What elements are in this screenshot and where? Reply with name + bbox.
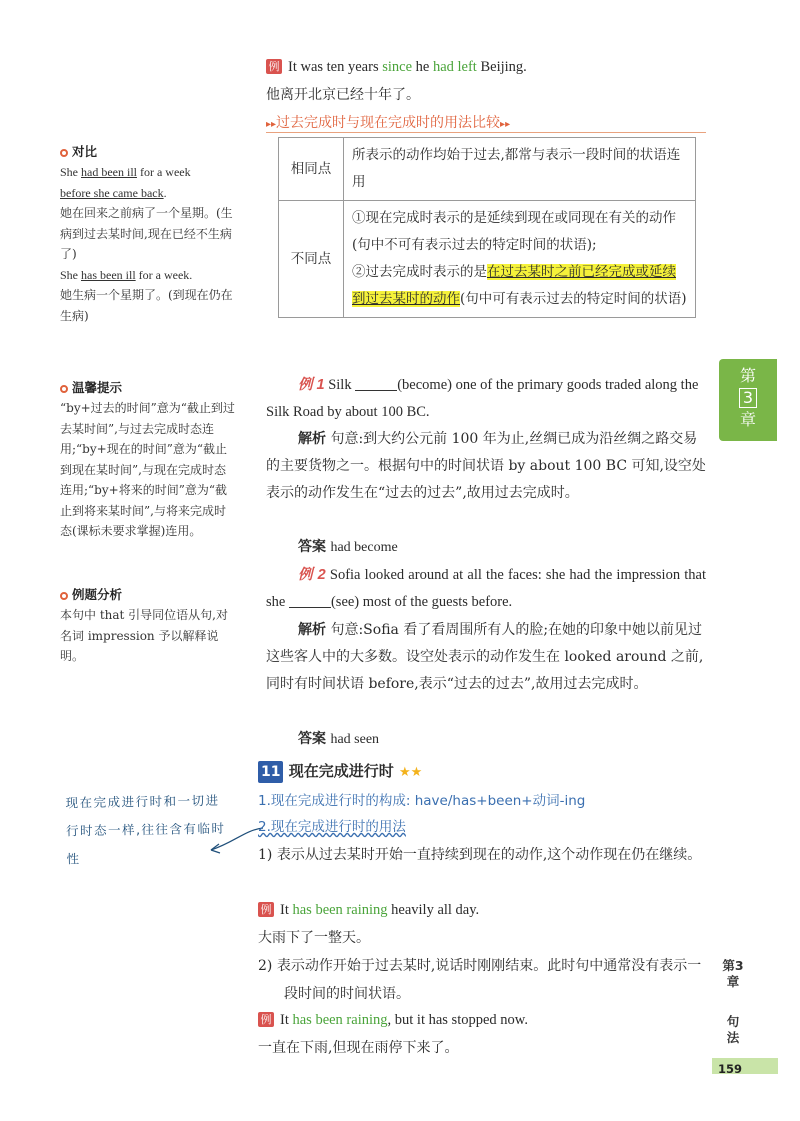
example-1: 例 1 Silk (become) one of the primary goods traded along the Silk Road by about 100 BC. [266, 377, 699, 420]
example-translation-1: 他离开北京已经十年了。 [266, 87, 420, 103]
usage-1-translation: 大雨下了一整天。 [258, 930, 370, 946]
example-2-analysis: 解析 句意:Sofia 看了看周围所有人的脸;在她的印象中她以前见过这些客人中的大多数。设空处表示的动作发生在 looked around 之前,同时有时间状语 before,表示“过去的过去”,故用过去完成时。 [266, 622, 704, 692]
compare-heading: ▸▸过去完成时与现在完成时的用法比较▸▸ [266, 110, 706, 138]
heading-rule [266, 132, 706, 133]
example-tag: 例 [258, 1012, 274, 1027]
sidebar-tip: 温馨提示 “by+过去的时间”意为“截止到过去某时间”,与过去完成时态连用;“by+现在的时间”意为“截止到现在某时间”,与现在完成时态连用;“by+将来的时间”意为“截止到将来某时间”,与将来完成时态(课标未要求掌握)连用。 [60, 380, 235, 538]
answer-blank [289, 593, 331, 608]
bullet-icon [60, 592, 68, 600]
table-label-diff: 不同点 [279, 201, 344, 318]
chapter-tab[interactable]: 第 3 章 [719, 359, 777, 441]
example-1-analysis: 解析 句意:到大约公元前 100 年为止,丝绸已成为沿丝绸之路交易的主要货物之一。根据句中的时间状语 by about 100 BC 可知,设空处表示的动作发生在“过去的过去”,故用过去完成时。 [266, 431, 706, 501]
section-point-1: 1.现在完成进行时的构成: have/has+been+动词-ing [258, 793, 586, 809]
example-sentence-1: 例 It was ten years since he had left Beijing. [266, 54, 706, 81]
side-nav-sub: 句法 [726, 1014, 740, 1045]
example-tag: 例 [266, 59, 282, 74]
usage-2-translation: 一直在下雨,但现在雨停下来了。 [258, 1040, 459, 1056]
highlighted-text: 在过去某时之前已经完成或延续到过去某时的动作 [352, 264, 676, 307]
usage-2: 2) 表示动作开始于过去某时,说话时刚刚结束。此时句中通常没有表示一段时间的时间状语。 [258, 958, 702, 1002]
usage-1-example: 例 It has been raining heavily all day. [258, 897, 479, 923]
example-1-answer: 答案 had become [298, 539, 398, 555]
arrow-icon-right: ▸▸ [500, 119, 511, 130]
usage-1: 1) 表示从过去某时开始一直持续到现在的动作,这个动作现在仍在继续。 [258, 847, 702, 863]
arrow-icon: ▸▸ [266, 119, 277, 130]
section-title: 现在完成进行时 [288, 762, 394, 780]
sidebar-contrast: 对比 She had been ill for a week before she came back. 她在回来之前病了一个星期。(生病到过去某时间,现在已经不生病了) She has been ill for a week. 她生病一个星期了。(到现在仍在生病) [60, 144, 233, 323]
side-nav-chapter: 第3章 [722, 958, 744, 989]
example-2-answer: 答案 had seen [298, 731, 380, 747]
table-row [279, 138, 696, 201]
handwritten-note: 现在完成进行时和一切进行时态一样,往往含有临时性 [65, 792, 226, 867]
section-heading [258, 760, 422, 784]
bullet-icon [60, 149, 68, 157]
star-icon: ★★ [398, 765, 423, 780]
table-row [279, 201, 696, 318]
page-number: 159 [718, 1062, 743, 1076]
handwritten-arrow [205, 820, 265, 860]
usage-2-example: 例 It has been raining, but it has stopped now. [258, 1007, 528, 1033]
section-point-2: 2.现在完成进行时的用法 [258, 819, 406, 835]
table-cell-diff: ①现在完成时表示的是延续到现在或同现在有关的动作(句中不可有表示过去的特定时间的状语); ②过去完成时表示的是在过去某时之前已经完成或延续到过去某时的动作(句中可有表示过去的特定时间的状语) [344, 201, 696, 318]
example-2: 例 2 Sofia looked around at all the faces: she had the impression that she (see) most of the guests before. [266, 567, 706, 610]
example-tag: 例 [258, 902, 274, 917]
comparison-table [278, 137, 696, 318]
answer-blank [355, 376, 397, 391]
section-number: 11 [258, 761, 283, 783]
bullet-icon [60, 385, 68, 393]
page-number-bar [712, 1058, 778, 1074]
sidebar-analysis: 例题分析 本句中 that 引导同位语从句,对名词 impression 予以解释说明。 [60, 587, 228, 663]
table-cell-same: 所表示的动作均始于过去,都常与表示一段时间的状语连用 [344, 138, 696, 201]
table-label-same: 相同点 [279, 138, 344, 201]
